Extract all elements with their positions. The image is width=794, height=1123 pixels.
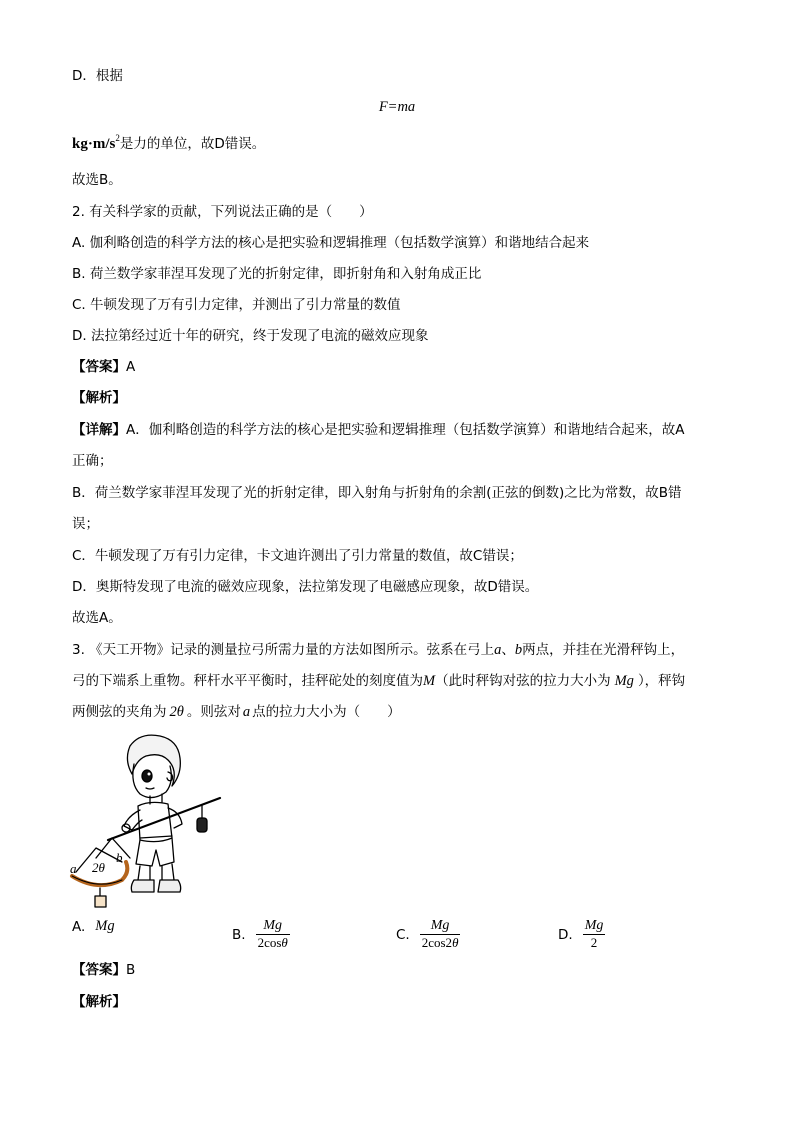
q2-answer-label: 【答案】 <box>72 359 126 375</box>
q3-answer-label: 【答案】 <box>72 962 126 978</box>
q2-option-d: D. 法拉第经过近十年的研究，终于发现了电流的磁效应现象 <box>72 328 429 344</box>
q3-option-c <box>396 918 460 951</box>
q3-text: 。则弦对 <box>186 704 241 720</box>
unit-exponent: 2 <box>115 133 120 143</box>
option-d-fraction <box>583 918 606 951</box>
fraction-numerator: Mg <box>263 918 283 933</box>
q3-var-a: a <box>494 642 502 658</box>
option-d-text: D．根据 <box>72 68 123 84</box>
q3-text: 、 <box>501 642 515 658</box>
den-var: θ <box>281 935 288 950</box>
q2-stem: 2. 有关科学家的贡献，下列说法正确的是（ ） <box>72 204 373 220</box>
fraction-denominator <box>420 935 461 951</box>
q3-var-b: b <box>514 642 523 658</box>
fraction-denominator <box>256 935 290 951</box>
fraction-denominator: 2 <box>590 935 598 950</box>
q2-detail-label: 【详解】 <box>72 422 126 438</box>
q2-option-c: C. 牛顿发现了万有引力定律，并测出了引力常量的数值 <box>72 297 401 313</box>
q2-answer <box>72 357 135 377</box>
q3-text: 两点，并挂在光滑秤钩上， <box>522 642 685 658</box>
option-label: A. <box>72 918 86 935</box>
option-b-fraction <box>256 918 290 951</box>
option-label: D. <box>558 926 573 943</box>
q3-answer-value: B <box>126 962 136 978</box>
den-var: θ <box>452 935 459 950</box>
q2-analysis-label: 【解析】 <box>72 390 126 406</box>
q2-option-a: A. 伽利略创造的科学方法的核心是把实验和逻辑推理（包括数学演算）和谐地结合起来 <box>72 235 590 251</box>
option-label: B. <box>232 926 246 943</box>
q3-text: 弓的下端系上重物。秤杆水平平衡时，挂秤砣处的刻度值为 <box>72 673 423 689</box>
q2-detail-line-4: 误； <box>72 516 99 532</box>
q3-answer <box>72 960 135 980</box>
fraction-numerator: Mg <box>584 918 604 933</box>
q3-stem-line-2 <box>72 671 685 691</box>
q2-answer-value: A <box>126 359 136 375</box>
fraction-numerator: Mg <box>430 918 450 933</box>
q3-option-b <box>232 918 290 951</box>
q2-detail-line-2: 正确； <box>72 453 113 469</box>
figure-label-angle: 2θ <box>92 860 105 875</box>
den-text: 2cos2 <box>421 935 453 950</box>
q2-detail-text-1: A．伽利略创造的科学方法的核心是把实验和逻辑推理（包括数学演算）和谐地结合起来，故A <box>126 422 685 438</box>
q2-option-b: B. 荷兰数学家菲涅耳发现了光的折射定律，即折射角和入射角成正比 <box>72 266 482 282</box>
q3-var-a: a <box>242 704 251 720</box>
select-line-1: 故选B。 <box>72 172 122 188</box>
q3-var-m: M <box>423 673 436 689</box>
unit-symbol: kg·m/s <box>72 136 116 152</box>
bow-scale-figure <box>68 730 228 910</box>
figure-label-a: a <box>70 861 77 876</box>
q2-detail-line-3: B．荷兰数学家菲涅耳发现了光的折射定律，即入射角与折射角的余割(正弦的倒数)之比为常数，故B错 <box>72 485 682 501</box>
q3-option-a <box>72 918 115 935</box>
q3-text: 3. 《天工开物》记录的测量拉弓所需力量的方法如图所示。弦系在弓上 <box>72 642 495 658</box>
q3-text: ），秤钩 <box>637 673 686 689</box>
q3-var-2theta: 2θ <box>169 704 184 720</box>
q2-detail-line-1 <box>72 420 684 440</box>
q3-analysis-label: 【解析】 <box>72 994 126 1010</box>
q2-select: 故选A。 <box>72 610 122 626</box>
q3-text: 两侧弦的夹角为 <box>72 704 167 720</box>
q2-detail-line-5: C．牛顿发现了万有引力定律，卡文迪许测出了引力常量的数值，故C错误； <box>72 548 523 564</box>
q3-option-d <box>558 918 605 951</box>
q3-stem-line-1 <box>72 640 684 660</box>
unit-line <box>72 134 265 155</box>
q3-text: （此时秤钩对弦的拉力大小为 <box>435 673 611 689</box>
q3-stem-line-3 <box>72 702 401 722</box>
q2-detail-line-6: D．奥斯特发现了电流的磁效应现象，法拉第发现了电磁感应现象，故D错误。 <box>72 579 539 595</box>
unit-rest: 是力的单位，故D错误。 <box>119 136 266 152</box>
q3-text: 点的拉力大小为（ ） <box>252 704 401 720</box>
option-c-fraction <box>420 918 461 951</box>
den-text: 2cos <box>257 935 282 950</box>
formula-text: F=ma <box>378 99 416 115</box>
q3-var-mg: Mg <box>614 673 634 689</box>
formula <box>0 97 794 117</box>
figure-label-b: b <box>116 850 123 865</box>
option-a-expr: Mg <box>95 918 115 934</box>
option-label: C. <box>396 926 410 943</box>
